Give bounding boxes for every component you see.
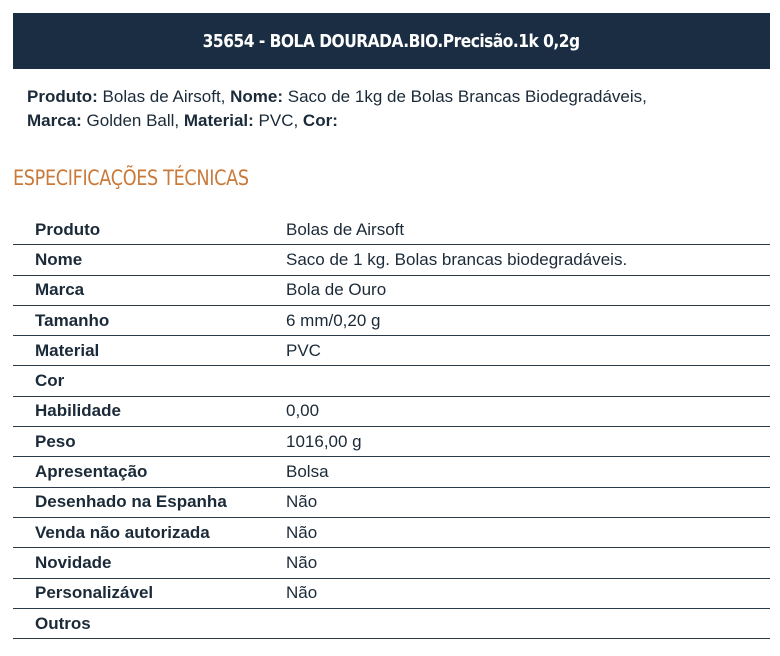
spec-value: 6 mm/0,20 g <box>286 305 770 335</box>
spec-label: Tamanho <box>13 305 286 335</box>
spec-label: Desenhado na Espanha <box>13 487 286 517</box>
summary-produto-label: Produto: <box>27 87 98 106</box>
spec-value: Saco de 1 kg. Bolas brancas biodegradáveis. <box>286 245 770 275</box>
spec-label: Peso <box>13 427 286 457</box>
product-header-bar <box>13 13 770 69</box>
spec-value <box>286 608 770 638</box>
spec-label: Produto <box>13 215 286 245</box>
spec-row-tamanho <box>13 305 770 335</box>
spec-row-peso <box>13 427 770 457</box>
spec-value: Não <box>286 578 770 608</box>
summary-nome-label: Nome: <box>230 87 284 106</box>
summary-marca-value: Golden Ball, <box>81 111 184 130</box>
spec-row-cor <box>13 366 770 396</box>
summary-material-value: PVC, <box>253 111 303 130</box>
spec-label: Material <box>13 336 286 366</box>
summary-cor-label: Cor: <box>302 111 338 130</box>
spec-value: 0,00 <box>286 396 770 426</box>
spec-value: Bolsa <box>286 457 770 487</box>
spec-label: Habilidade <box>13 396 286 426</box>
summary-marca-label: Marca: <box>27 111 82 130</box>
summary-material-label: Material: <box>183 111 254 130</box>
spec-label: Marca <box>13 275 286 305</box>
spec-value: Não <box>286 487 770 517</box>
spec-value: PVC <box>286 336 770 366</box>
spec-value: Bolas de Airsoft <box>286 215 770 245</box>
spec-label: Cor <box>13 366 286 396</box>
spec-row-marca <box>13 275 770 305</box>
spec-label: Venda não autorizada <box>13 517 286 547</box>
spec-row-desenhado-na-espanha <box>13 487 770 517</box>
spec-row-novidade <box>13 548 770 578</box>
spec-value: Bola de Ouro <box>286 275 770 305</box>
summary-nome-value: Saco de 1kg de Bolas Brancas Biodegradáveis, <box>283 87 647 106</box>
spec-value: Não <box>286 548 770 578</box>
spec-value: Não <box>286 517 770 547</box>
spec-row-produto <box>13 215 770 245</box>
spec-label: Personalizável <box>13 578 286 608</box>
spec-value <box>286 366 770 396</box>
product-title: 35654 - BOLA DOURADA.BIO.Precisão.1k 0,2g <box>203 30 580 52</box>
spec-value: 1016,00 g <box>286 427 770 457</box>
product-summary <box>27 85 757 133</box>
spec-table <box>13 215 770 639</box>
spec-row-material <box>13 336 770 366</box>
spec-label: Nome <box>13 245 286 275</box>
spec-row-nome <box>13 245 770 275</box>
spec-row-venda-nao-autorizada <box>13 517 770 547</box>
spec-label: Apresentação <box>13 457 286 487</box>
spec-row-apresentacao <box>13 457 770 487</box>
spec-row-habilidade <box>13 396 770 426</box>
spec-label: Outros <box>13 608 286 638</box>
spec-row-outros <box>13 608 770 638</box>
spec-label: Novidade <box>13 548 286 578</box>
summary-produto-value: Bolas de Airsoft, <box>97 87 231 106</box>
section-title-specs: ESPECIFICAÇÕES TÉCNICAS <box>13 166 249 190</box>
spec-row-personalizavel <box>13 578 770 608</box>
